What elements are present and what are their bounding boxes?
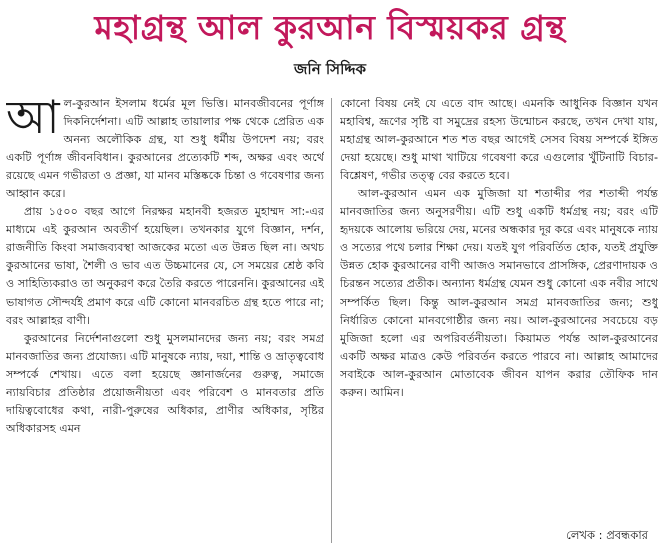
byline: জনি সিদ্দিক <box>294 60 366 78</box>
article-paragraph <box>6 95 324 203</box>
article-paragraph: প্রায় ১৫০০ বছর আগে নিরক্ষর মহানবী হজরত মুহাম্মদ সা:-এর মাধ্যমে এই কুরআন অবতীর্ণ হয়েছিল। তখনকার যুগে বিজ্ঞান, দর্শন, রাজনীতি কিংবা সমাজব্যবস্থা আজকের মতো এত উন্নত ছিল না। অথচ কুরআনের ভাষা, শৈলী ও ভাব এত উচ্চমানের যে, সে সময়ের শ্রেষ্ঠ কবি ও সাহিত্যিকরাও তা অনুকরণ করে তৈরি করতে পারেননি। কুরআনের এই ভাষাগত সৌন্দর্যই প্রমাণ করে এটি কোনো মানবরচিত গ্রন্থ হতে পারে না; বরং আল্লাহর বাণী। <box>6 205 324 327</box>
article-column-left <box>6 95 324 547</box>
article-paragraph: আল-কুরআন এমন এক মুজিজা যা শতাব্দীর পর শতাব্দী পর্যন্ত মানবজাতির জন্য অনুসরণীয়। এটি শুধু একটি ধর্মগ্রন্থ নয়; বরং এটি হৃদয়কে আলোয় ভরিয়ে দেয়, মনের অন্ধকার দূর করে এবং মানুষকে ন্যায় ও সত্যের পথে চলার শিক্ষা দেয়। যতই যুগ পরিবর্তিত হোক, যতই প্রযুক্তি উন্নত হোক কুরআনের বাণী আজও সমানভাবে প্রাসঙ্গিক, প্রেরণাদায়ক ও চিরন্তন সত্যের প্রতীক। অন্যান্য ধর্মগ্রন্থ যেমন শুধু কোনো এক নবীর সাথে সম্পর্কিত ছিল। কিন্তু আল-কুরআন সমগ্র মানবজাতির জন্য; শুধু নির্ধারিত কোনো মানবগোষ্ঠীর জন্য নয়। আল-কুরআনের সবচেয়ে বড় মুজিজা হলো এর অপরিবর্তনীয়তা। কিয়ামত পর্যন্ত আল-কুরআনের একটি অক্ষর মাত্রও কেউ পরিবর্তন করতে পারবে না। আল্লাহ আমাদের সবাইকে আল-কুরআন মোতাবেক জীবন যাপন করার তৌফিক দান করুন। আমিন। <box>340 187 658 399</box>
article-paragraph: কুরআনের নির্দেশনাগুলো শুধু মুসলমানদের জন্য নয়; বরং সমগ্র মানবজাতির জন্য প্রযোজ্য। এটি মানুষকে ন্যায়, দয়া, শান্তি ও ভ্রাতৃত্ববোধ সম্পর্কে শেখায়। এতে বলা হয়েছে জ্ঞানার্জনের গুরুত্ব, সমাজে ন্যায়বিচার প্রতিষ্ঠার প্রয়োজনীয়তা এবং পরিবেশ ও মানবতার প্রতি দায়িত্ববোধের কথা, নারী-পুরুষের অধিকার, প্রাণীর অধিকার, সৃষ্টির অধিকারসহ এমন <box>6 331 324 435</box>
article-column-right <box>340 95 658 525</box>
article-paragraph: কোনো বিষয় নেই যে এতে বাদ আছে। এমনকি আধুনিক বিজ্ঞান যখন মহাবিশ্ব, ভ্রূণের সৃষ্টি বা সমুদ্রের রহস্য উন্মোচন করছে, তখন দেখা যায়, মহাগ্রন্থ আল-কুরআনে শত শত বছর আগেই সেসব বিষয় সম্পর্কে ইঙ্গিত দেয়া হয়েছে। শুধু মাথা খাটিয়ে গবেষণা করে এগুলোর খুঁটিনাটি বিচার-বিশ্লেষণ, গভীর তত্ত্ব বের করতে হবে। <box>340 97 658 183</box>
paragraph-text: ল-কুরআন ইসলাম ধর্মের মূল ভিত্তি। মানবজীবনের পূর্ণাঙ্গ দিকনির্দেশনা। এটি আল্লাহ তায়ালার পক্ষ থেকে প্রেরিত এক অনন্য অলৌকিক গ্রন্থ, যা শুধু ধর্মীয় উপদেশ নয়; বরং একটি পূর্ণাঙ্গ জীবনবিধান। কুরআনের প্রত্যেকটি শব্দ, অক্ষর এবং অর্থে রয়েছে এমন গভীরতা ও প্রজ্ঞা, যা মানব মস্তিষ্ককে চিন্তা ও গবেষণার জন্য আহ্বান করে। <box>6 97 324 201</box>
headline: মহাগ্রন্থ আল কুরআন বিস্ময়কর গ্রন্থ <box>94 8 566 47</box>
author-signature: লেখক : প্রবন্ধকার <box>566 528 648 542</box>
column-divider <box>331 98 332 543</box>
dropcap: আ <box>6 95 60 144</box>
